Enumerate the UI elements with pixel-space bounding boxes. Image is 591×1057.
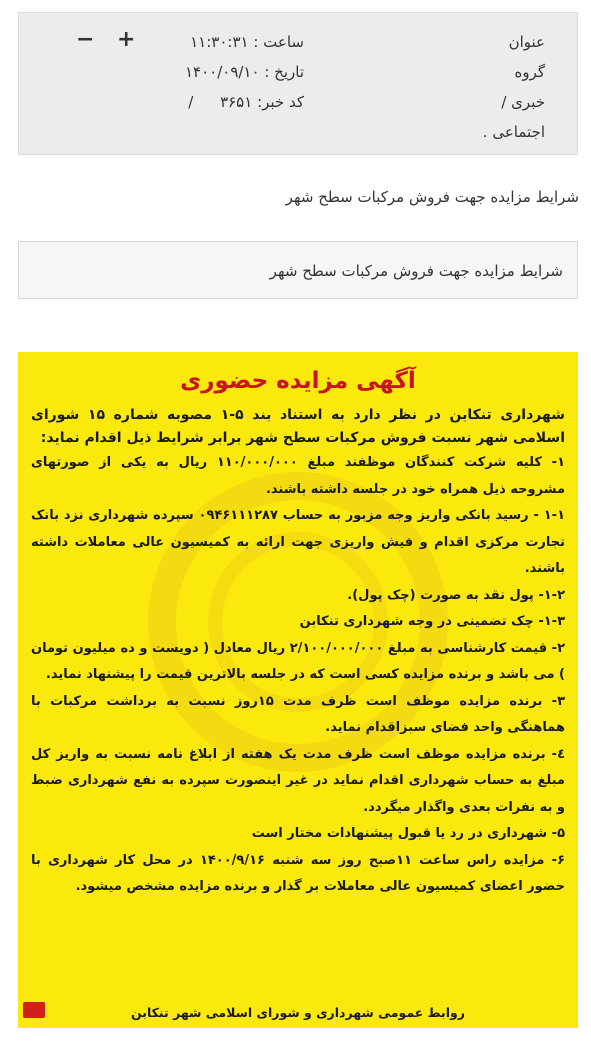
poster-paragraph: ۶- مزایده راس ساعت ۱۱صبح روز سه شنبه ۱۴۰۰/۹/۱۶ در محل کار شهرداری با حضور اعضای کمیسیون عالی معاملات بر گذار و برنده مزایده مشخص میشود. [31, 852, 566, 894]
article-title: شرایط مزایده جهت فروش مرکبات سطح شهر [285, 188, 579, 206]
time-value: ۱۱:۳۰:۳۱ [190, 33, 249, 51]
font-decrease-icon[interactable]: − [76, 27, 95, 52]
meta-label-group: گروه [514, 63, 545, 81]
poster-paragraph: ۱-۱ - رسید بانکی واریز وجه مزبور به حساب ۰۹۴۶۱۱۱۲۸۷ سپرده شهرداری نزد بانک تجارت مرکزی اقدام و فیش واریزی جهت ارائه به کمیسیون عالی معاملات داشته باشند. [31, 508, 565, 576]
poster-intro: شهرداری تنکابن در نظر دارد به استناد بند ۵-۱ مصوبه شماره ۱۵ شورای اسلامی شهر نسبت فروش مرکبات سطح شهر برابر شرایط ذیل اقدام نماید: [31, 407, 566, 446]
poster-paragraph: ۵- شهرداری در رد یا قبول پیشنهادات مختار است [251, 826, 565, 841]
poster-paragraph: ٤- برنده مزایده موظف است ظرف مدت یک هفته از ابلاغ نامه نسبت به واریز کل مبلغ به حساب شهرداری اقدام نماید در غیر اینصورت سپرده به نفع شهرداری ضبط و به نفرات بعدی واگذار میگردد. [31, 746, 565, 815]
code-value: ۳۶۵۱ [220, 93, 253, 111]
poster-paragraph: ۲- قیمت کارشناسی به مبلغ ۲/۱۰۰/۰۰۰/۰۰۰ ریال معادل ( دویست و ده میلیون تومان ) می باشد و برنده مزایده کسی است که در جلسه بالاترین قیمت را پیشنهاد نماید. [31, 640, 565, 682]
meta-label-social: اجتماعی . [482, 123, 545, 141]
code-separator: / [188, 93, 194, 111]
poster-footer: روابط عمومی شهرداری و شورای اسلامی شهر تنکابن [131, 1005, 465, 1020]
date-label: تاریخ : [264, 63, 304, 81]
code-label: کد خبر: [257, 93, 304, 111]
meta-label-title: عنوان [508, 33, 545, 51]
poster-paragraph: ۱-۲- پول نقد به صورت (چک پول). [347, 587, 565, 603]
code-row [74, 87, 304, 117]
poster-paragraph: ۳- برنده مزایده موظف است ظرف مدت ۱۵روز نسبت به برداشت مرکبات با هماهنگی واحد فضای سبزاقدام نماید. [31, 693, 565, 735]
poster-paragraph: ۱-۳- چک تضمینی در وجه شهرداری تنکابن [299, 614, 565, 629]
time-label: ساعت : [253, 33, 304, 51]
meta-label-news: خبری / [501, 93, 545, 111]
font-increase-icon[interactable]: + [117, 27, 136, 52]
meta-values [74, 27, 304, 117]
time-row [74, 27, 304, 57]
date-row [74, 57, 304, 87]
auction-poster-image [18, 352, 578, 1028]
date-value: ۱۴۰۰/۰۹/۱۰ [184, 63, 260, 81]
news-meta-panel [18, 12, 578, 155]
poster-heading: آگهی مزایده حضوری [180, 368, 416, 394]
poster-body [18, 404, 578, 901]
meta-labels [483, 27, 545, 147]
article-lead: شرایط مزایده جهت فروش مرکبات سطح شهر [18, 241, 578, 299]
poster-paragraph: ۱- کلیه شرکت کنندگان موظفند مبلغ ۱۱۰/۰۰۰/۰۰۰ ریال به یکی از صورتهای مشروحه ذیل همراه خود در جلسه داشته باشند. [31, 455, 565, 497]
publisher-logo-icon [23, 1002, 45, 1018]
